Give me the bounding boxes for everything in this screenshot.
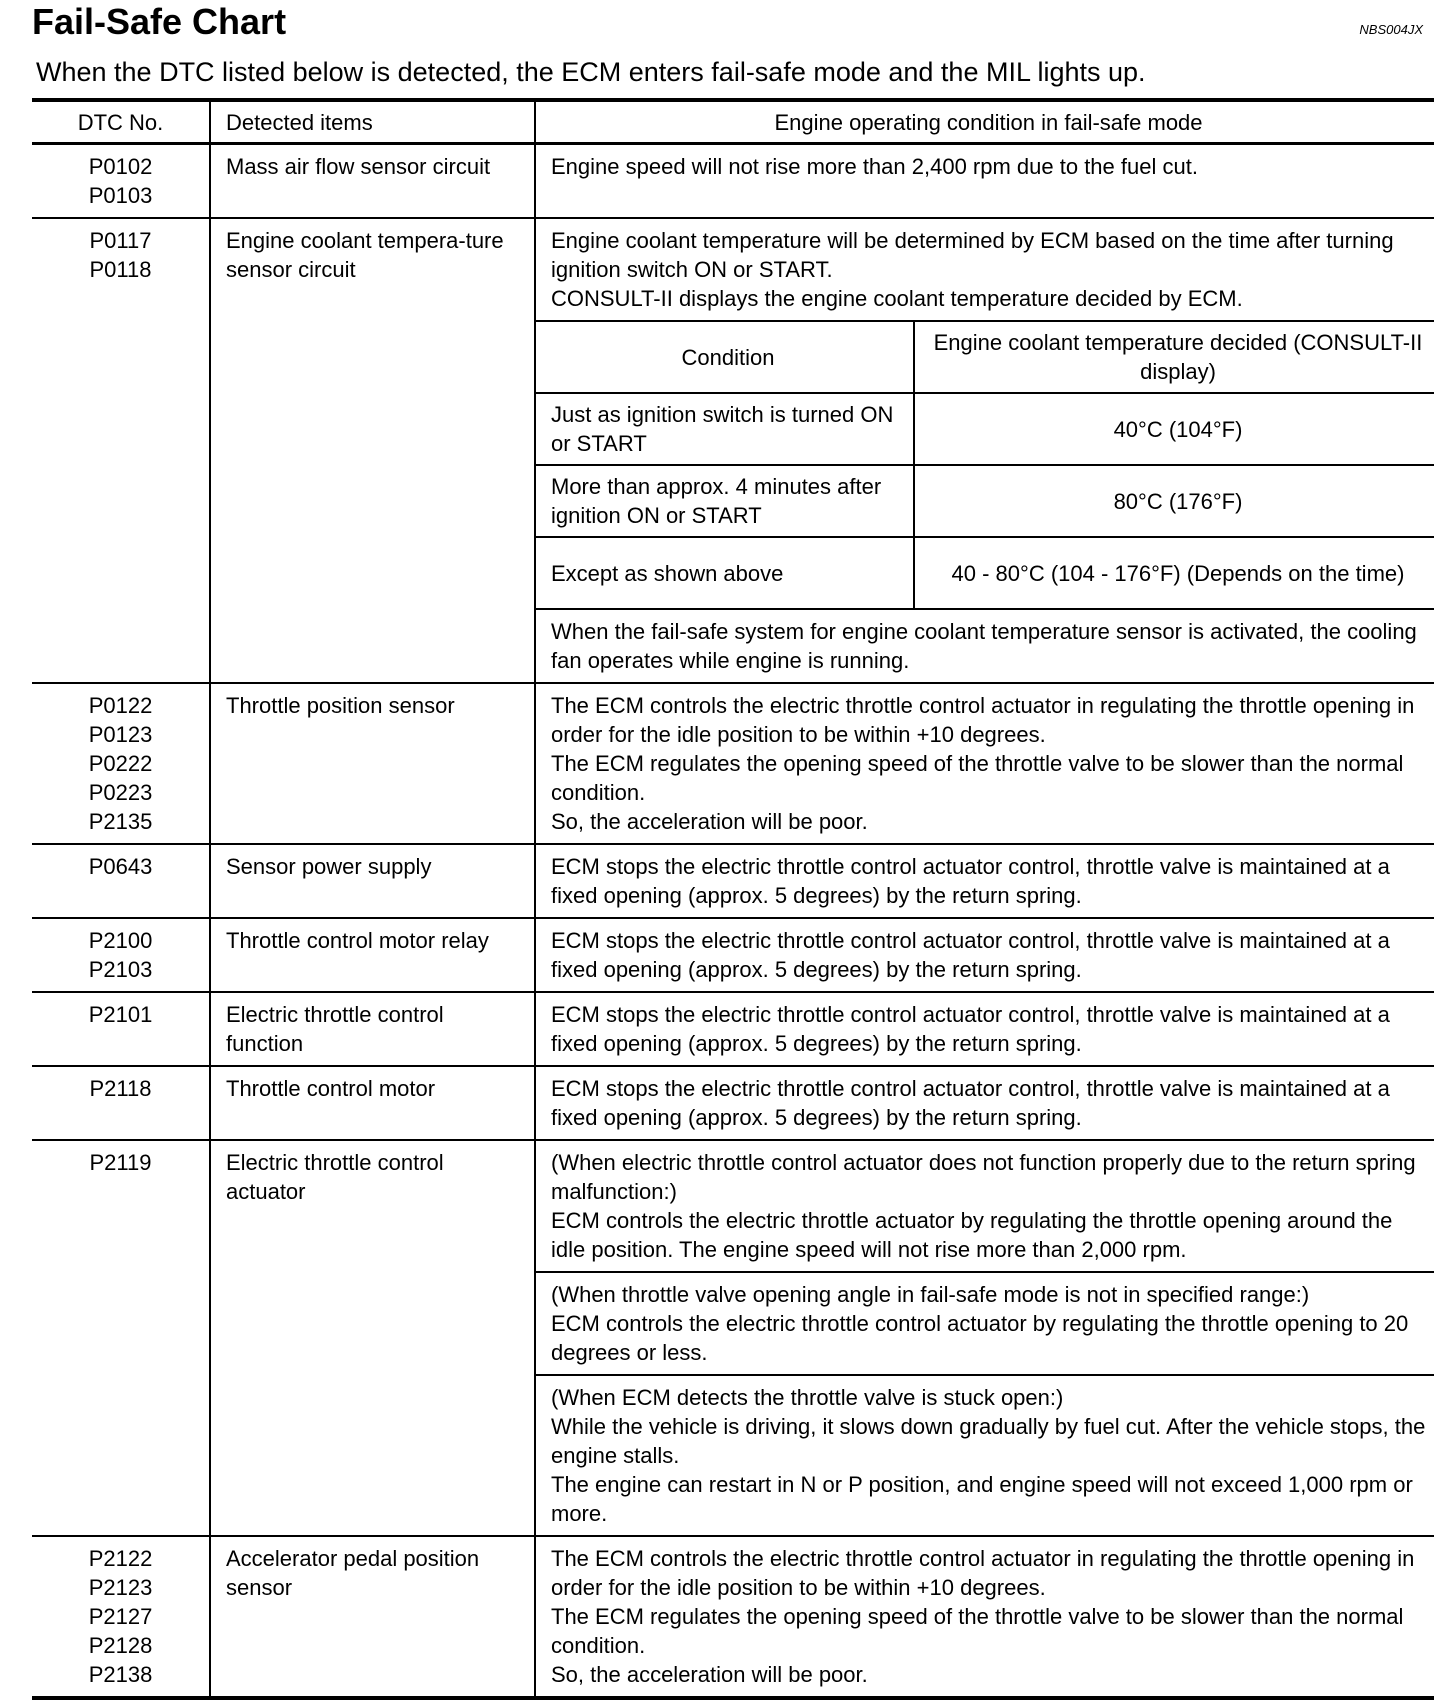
condition-text: So, the acceleration will be poor. <box>551 1662 868 1687</box>
condition-cell <box>535 683 1434 844</box>
table-row <box>32 1140 1434 1536</box>
coolant-temperature-sub-table <box>536 320 1434 610</box>
condition-block <box>536 1374 1434 1535</box>
intro-text: When the DTC listed below is detected, the ECM enters fail-safe mode and the MIL lights up. <box>36 57 1146 87</box>
condition-cell <box>535 918 1434 992</box>
condition-text: ECM stops the electric throttle control actuator control, throttle valve is maintained at a fixed opening (approx. 5 degrees) by the return spring. <box>551 1002 1390 1056</box>
table-row <box>32 844 1434 918</box>
dtc-cell <box>32 918 210 992</box>
dtc-cell <box>32 144 210 219</box>
condition-text: When the fail-safe system for engine coolant temperature sensor is activated, the cooling fan operates while engine is running. <box>551 619 1417 673</box>
condition-cell <box>535 992 1434 1066</box>
condition-text: The ECM regulates the opening speed of the throttle valve to be slower than the normal condition. <box>551 1604 1404 1658</box>
condition-text: ECM stops the electric throttle control actuator control, throttle valve is maintained at a fixed opening (approx. 5 degrees) by the return spring. <box>551 854 1390 908</box>
dtc-code: P0103 <box>88 183 153 208</box>
detected-item: Electric throttle control function <box>210 992 535 1066</box>
table-row <box>32 1536 1434 1698</box>
table-row <box>32 1066 1434 1140</box>
sub-table-header-condition: Condition <box>536 321 914 393</box>
condition-cell <box>535 218 1434 683</box>
sub-table-header-temperature: Engine coolant temperature decided (CONSULT-II display) <box>914 321 1434 393</box>
condition-text: CONSULT-II displays the engine coolant temperature decided by ECM. <box>551 286 1243 311</box>
dtc-code: P2119 <box>89 1150 152 1175</box>
condition-text: (When ECM detects the throttle valve is stuck open:) <box>551 1385 1064 1410</box>
condition-cell <box>535 1140 1434 1536</box>
table-row <box>32 683 1434 844</box>
detected-item: Throttle control motor <box>210 1066 535 1140</box>
detected-item: Engine coolant tempera-ture sensor circuit <box>210 218 535 683</box>
dtc-cell <box>32 218 210 683</box>
detected-item: Accelerator pedal position sensor <box>210 1536 535 1698</box>
sub-table-temperature: 40°C (104°F) <box>914 393 1434 465</box>
dtc-code: P2100 <box>88 928 153 953</box>
dtc-code: P0122 <box>88 693 153 718</box>
sub-table-condition: Except as shown above <box>536 537 914 609</box>
condition-text: ECM stops the electric throttle control actuator control, throttle valve is maintained at a fixed opening (approx. 5 degrees) by the return spring. <box>551 1076 1390 1130</box>
condition-text: ECM controls the electric throttle control actuator by regulating the throttle opening to 20 degrees or less. <box>551 1311 1409 1365</box>
condition-text: ECM stops the electric throttle control actuator control, throttle valve is maintained at a fixed opening (approx. 5 degrees) by the return spring. <box>551 928 1390 982</box>
dtc-code: P2118 <box>89 1076 152 1101</box>
detected-item: Sensor power supply <box>210 844 535 918</box>
dtc-code: P0117 <box>89 228 152 253</box>
condition-text: So, the acceleration will be poor. <box>551 809 868 834</box>
dtc-cell <box>32 992 210 1066</box>
dtc-code: P0123 <box>88 722 153 747</box>
table-row <box>32 144 1434 219</box>
dtc-code: P2101 <box>88 1002 153 1027</box>
condition-block <box>536 1141 1434 1271</box>
dtc-code: P2123 <box>88 1575 153 1600</box>
detected-item: Electric throttle control actuator <box>210 1140 535 1536</box>
dtc-code: P0102 <box>88 154 153 179</box>
dtc-code: P2127 <box>88 1604 153 1629</box>
condition-text: The engine can restart in N or P position, and engine speed will not exceed 1,000 rpm or more. <box>551 1472 1413 1526</box>
reference-code: NBS004JX <box>1359 22 1423 37</box>
condition-text: Engine speed will not rise more than 2,400 rpm due to the fuel cut. <box>551 154 1198 179</box>
page-title: Fail-Safe Chart <box>32 1 287 42</box>
dtc-code: P2128 <box>88 1633 153 1658</box>
condition-text: ECM controls the electric throttle actuator by regulating the throttle opening around the idle position. The engine speed will not rise more than 2,000 rpm. <box>551 1208 1393 1262</box>
condition-text: The ECM controls the electric throttle control actuator in regulating the throttle opening in order for the idle position to be within +10 degrees. <box>551 693 1415 747</box>
dtc-cell <box>32 1536 210 1698</box>
detected-item: Mass air flow sensor circuit <box>210 144 535 219</box>
condition-text: While the vehicle is driving, it slows down gradually by fuel cut. After the vehicle stops, the engine stalls. <box>551 1414 1426 1468</box>
condition-cell <box>535 1536 1434 1698</box>
condition-block <box>536 1271 1434 1374</box>
condition-text: The ECM controls the electric throttle control actuator in regulating the throttle opening in order for the idle position to be within +10 degrees. <box>551 1546 1415 1600</box>
dtc-code: P0222 <box>88 751 153 776</box>
dtc-code: P2138 <box>88 1662 153 1687</box>
dtc-cell <box>32 844 210 918</box>
column-header-condition: Engine operating condition in fail-safe mode <box>535 100 1434 144</box>
dtc-code: P0643 <box>88 854 153 879</box>
dtc-cell <box>32 1140 210 1536</box>
table-header-row <box>32 100 1434 144</box>
table-row <box>32 218 1434 683</box>
table-row <box>32 992 1434 1066</box>
condition-cell <box>535 144 1434 219</box>
column-header-dtc: DTC No. <box>32 100 210 144</box>
column-header-detected-items: Detected items <box>210 100 535 144</box>
sub-table-temperature: 40 - 80°C (104 - 176°F) (Depends on the time) <box>951 560 1405 586</box>
condition-text: (When electric throttle control actuator does not function properly due to the return spring malfunction:) <box>551 1150 1416 1204</box>
sub-table-condition: Just as ignition switch is turned ON or START <box>536 393 914 465</box>
condition-text: The ECM regulates the opening speed of the throttle valve to be slower than the normal condition. <box>551 751 1404 805</box>
table-row <box>32 918 1434 992</box>
fail-safe-table <box>32 98 1434 1700</box>
condition-cell <box>535 844 1434 918</box>
detected-item: Throttle position sensor <box>210 683 535 844</box>
dtc-code: P2122 <box>88 1546 153 1571</box>
condition-text: Engine coolant temperature will be determined by ECM based on the time after turning ignition switch ON or START. <box>551 228 1394 282</box>
detected-item: Throttle control motor relay <box>210 918 535 992</box>
dtc-cell <box>32 1066 210 1140</box>
dtc-code: P2135 <box>88 809 153 834</box>
condition-text: (When throttle valve opening angle in fail-safe mode is not in specified range:) <box>551 1282 1310 1307</box>
dtc-code: P0118 <box>89 257 152 282</box>
dtc-code: P2103 <box>88 957 153 982</box>
condition-cell <box>535 1066 1434 1140</box>
dtc-cell <box>32 683 210 844</box>
dtc-code: P0223 <box>88 780 153 805</box>
sub-table-temperature: 80°C (176°F) <box>914 465 1434 537</box>
sub-table-condition: More than approx. 4 minutes after ignition ON or START <box>536 465 914 537</box>
